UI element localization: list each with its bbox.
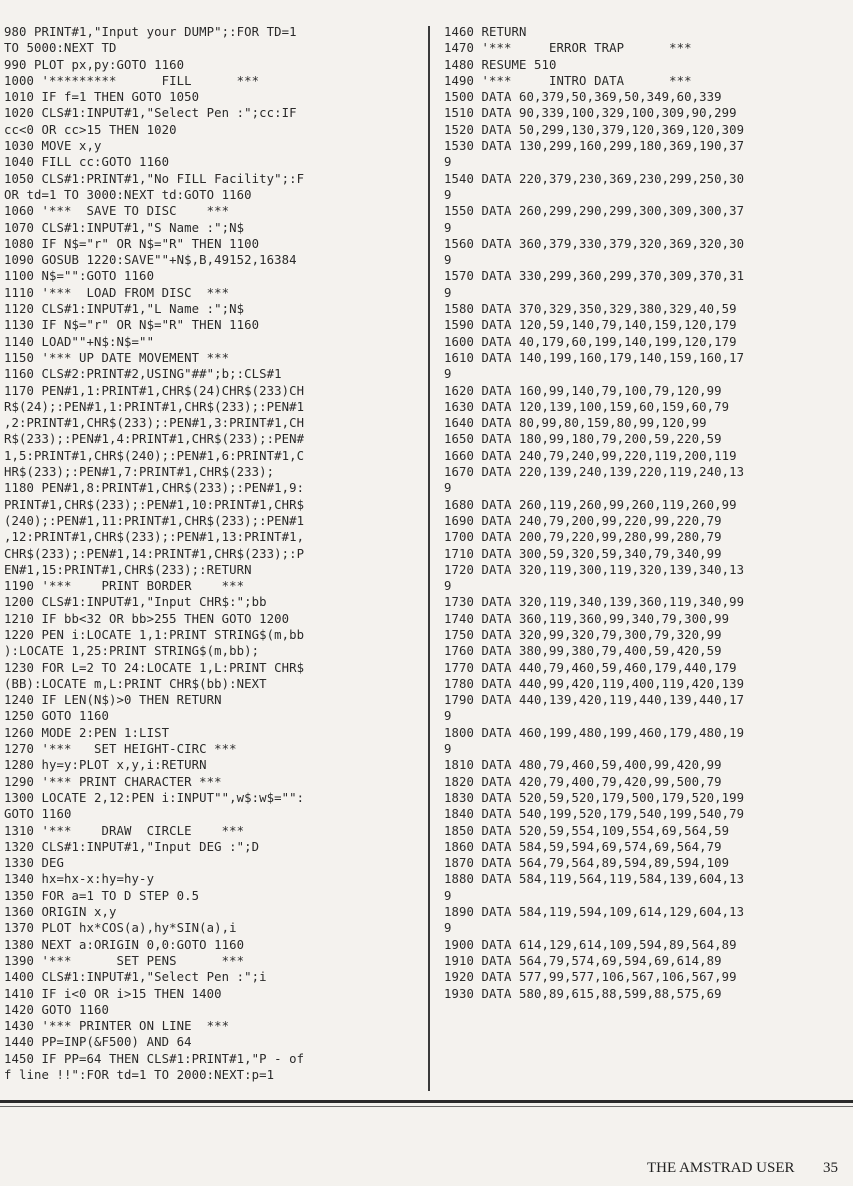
code-line: 1050 CLS#1:PRINT#1,"No FILL Facility";:F (4, 171, 305, 186)
code-line: 9 (444, 187, 452, 202)
code-line: 1880 DATA 584,119,564,119,584,139,604,13 (444, 872, 745, 887)
code-line: 1120 CLS#1:INPUT#1,"L Name :";N$ (4, 302, 245, 317)
code-line: 1910 DATA 564,79,574,69,594,69,614,89 (444, 953, 722, 968)
code-line: (BB):LOCATE m,L:PRINT CHR$(bb):NEXT (4, 676, 267, 691)
code-line: 1380 NEXT a:ORIGIN 0,0:GOTO 1160 (4, 937, 245, 952)
code-line: OR td=1 TO 3000:NEXT td:GOTO 1160 (4, 187, 252, 202)
code-line: 9 (444, 579, 452, 594)
code-line: 1750 DATA 320,99,320,79,300,79,320,99 (444, 627, 722, 642)
code-line: PRINT#1,CHR$(233);:PEN#1,10:PRINT#1,CHR$ (4, 497, 305, 512)
code-line: 1,5:PRINT#1,CHR$(240);:PEN#1,6:PRINT#1,C (4, 448, 305, 463)
code-line: 1600 DATA 40,179,60,199,140,199,120,179 (444, 334, 737, 349)
code-line: 1080 IF N$="r" OR N$="R" THEN 1100 (4, 236, 260, 251)
code-line: 1570 DATA 330,299,360,299,370,309,370,31 (444, 269, 745, 284)
code-line: 1800 DATA 460,199,480,199,460,179,480,19 (444, 725, 745, 740)
code-line: 9 (444, 285, 452, 300)
code-line: R$(24);:PEN#1,1:PRINT#1,CHR$(233);:PEN#1 (4, 399, 305, 414)
column-divider (428, 26, 430, 1091)
code-line: cc<0 OR cc>15 THEN 1020 (4, 122, 177, 137)
code-line: 1860 DATA 584,59,594,69,574,69,564,79 (444, 839, 722, 854)
code-line: 1500 DATA 60,379,50,369,50,349,60,339 (444, 90, 722, 105)
code-line: 1030 MOVE x,y (4, 139, 102, 154)
code-line: 1670 DATA 220,139,240,139,220,119,240,13 (444, 465, 745, 480)
code-line: 1580 DATA 370,329,350,329,380,329,40,59 (444, 302, 737, 317)
code-line: 1260 MODE 2:PEN 1:LIST (4, 725, 170, 740)
code-line: 1890 DATA 584,119,594,109,614,129,604,13 (444, 905, 745, 920)
code-line: 1650 DATA 180,99,180,79,200,59,220,59 (444, 432, 722, 447)
code-line: 1410 IF i<0 OR i>15 THEN 1400 (4, 986, 222, 1001)
code-line: 9 (444, 709, 452, 724)
code-line: 1160 CLS#2:PRINT#2,USING"##";b;:CLS#1 (4, 367, 282, 382)
listing-column-left (4, 24, 414, 1083)
code-line: 1090 GOSUB 1220:SAVE""+N$,B,49152,16384 (4, 253, 297, 268)
code-line: 1930 DATA 580,89,615,88,599,88,575,69 (444, 986, 722, 1001)
code-line: 1700 DATA 200,79,220,99,280,99,280,79 (444, 530, 722, 545)
code-line: 1870 DATA 564,79,564,89,594,89,594,109 (444, 856, 730, 871)
code-line: 9 (444, 742, 452, 757)
code-line: (240);:PEN#1,11:PRINT#1,CHR$(233);:PEN#1 (4, 513, 305, 528)
code-line: 1660 DATA 240,79,240,99,220,119,200,119 (444, 448, 737, 463)
code-line: 1470 '*** ERROR TRAP *** (444, 41, 692, 56)
code-line: 1240 IF LEN(N$)>0 THEN RETURN (4, 693, 222, 708)
code-line: 1000 '********* FILL *** (4, 73, 260, 88)
code-line: 1070 CLS#1:INPUT#1,"S Name :";N$ (4, 220, 245, 235)
code-line: 1130 IF N$="r" OR N$="R" THEN 1160 (4, 318, 260, 333)
code-line: TO 5000:NEXT TD (4, 41, 117, 56)
code-line: 1680 DATA 260,119,260,99,260,119,260,99 (444, 497, 737, 512)
code-line: 1230 FOR L=2 TO 24:LOCATE 1,L:PRINT CHR$ (4, 660, 305, 675)
listing-column-right (444, 24, 849, 1002)
code-line: 990 PLOT px,py:GOTO 1160 (4, 57, 185, 72)
code-line: 9 (444, 253, 452, 268)
code-line: 1420 GOTO 1160 (4, 1002, 110, 1017)
code-line: R$(233);:PEN#1,4:PRINT#1,CHR$(233);:PEN# (4, 432, 305, 447)
code-line: 980 PRINT#1,"Input your DUMP";:FOR TD=1 (4, 25, 297, 39)
code-line: 1590 DATA 120,59,140,79,140,159,120,179 (444, 318, 737, 333)
code-line: 9 (444, 367, 452, 382)
code-line: 1060 '*** SAVE TO DISC *** (4, 204, 230, 219)
code-line: 9 (444, 220, 452, 235)
code-line: 1210 IF bb<32 OR bb>255 THEN GOTO 1200 (4, 611, 290, 626)
code-line: 1490 '*** INTRO DATA *** (444, 73, 692, 88)
code-line: 1640 DATA 80,99,80,159,80,99,120,99 (444, 416, 707, 431)
code-line: 1710 DATA 300,59,320,59,340,79,340,99 (444, 546, 722, 561)
code-line: CHR$(233);:PEN#1,14:PRINT#1,CHR$(233);:P (4, 546, 305, 561)
magazine-title: THE AMSTRAD USER (647, 1160, 795, 1176)
code-line: 1370 PLOT hx*COS(a),hy*SIN(a),i (4, 921, 237, 936)
code-line: 1810 DATA 480,79,460,59,400,99,420,99 (444, 758, 722, 773)
code-line: 1430 '*** PRINTER ON LINE *** (4, 1019, 230, 1034)
code-line: 1020 CLS#1:INPUT#1,"Select Pen :";cc:IF (4, 106, 297, 121)
code-line: 1520 DATA 50,299,130,379,120,369,120,309 (444, 122, 745, 137)
code-line: 1330 DEG (4, 856, 65, 871)
code-line: 1630 DATA 120,139,100,159,60,159,60,79 (444, 399, 730, 414)
code-line: 1560 DATA 360,379,330,379,320,369,320,30 (444, 236, 745, 251)
code-line: 1250 GOTO 1160 (4, 709, 110, 724)
code-line: 1840 DATA 540,199,520,179,540,199,540,79 (444, 807, 745, 822)
code-line: 1530 DATA 130,299,160,299,180,369,190,37 (444, 139, 745, 154)
footer-rule (0, 1100, 853, 1103)
page-number: 35 (823, 1160, 838, 1176)
code-line: 1610 DATA 140,199,160,179,140,159,160,17 (444, 350, 745, 365)
code-line: 1900 DATA 614,129,614,109,594,89,564,89 (444, 937, 737, 952)
code-line: GOTO 1160 (4, 807, 72, 822)
code-line: 1150 '*** UP DATE MOVEMENT *** (4, 350, 230, 365)
code-line: 1360 ORIGIN x,y (4, 905, 117, 920)
code-line: 1460 RETURN (444, 25, 527, 39)
code-line: 1850 DATA 520,59,554,109,554,69,564,59 (444, 823, 730, 838)
code-line: ,12:PRINT#1,CHR$(233);:PEN#1,13:PRINT#1, (4, 530, 305, 545)
code-line: 1540 DATA 220,379,230,369,230,299,250,30 (444, 171, 745, 186)
code-line: 1830 DATA 520,59,520,179,500,179,520,199 (444, 790, 745, 805)
code-line: 1780 DATA 440,99,420,119,400,119,420,139 (444, 676, 745, 691)
code-line: 1140 LOAD""+N$:N$="" (4, 334, 155, 349)
code-line: 1450 IF PP=64 THEN CLS#1:PRINT#1,"P - of (4, 1051, 305, 1066)
code-line: 1730 DATA 320,119,340,139,360,119,340,99 (444, 595, 745, 610)
code-line: ):LOCATE 1,25:PRINT STRING$(m,bb); (4, 644, 260, 659)
code-line: 9 (444, 481, 452, 496)
code-line: 1690 DATA 240,79,200,99,220,99,220,79 (444, 513, 722, 528)
code-line: 1100 N$="":GOTO 1160 (4, 269, 155, 284)
code-line: 1350 FOR a=1 TO D STEP 0.5 (4, 888, 200, 903)
code-line: 9 (444, 921, 452, 936)
code-line: 1510 DATA 90,339,100,329,100,309,90,299 (444, 106, 737, 121)
code-line: 1310 '*** DRAW CIRCLE *** (4, 823, 245, 838)
code-line: 1440 PP=INP(&F500) AND 64 (4, 1035, 192, 1050)
footer-rule-thin (0, 1106, 853, 1107)
code-line: 1760 DATA 380,99,380,79,400,59,420,59 (444, 644, 722, 659)
code-line: 1920 DATA 577,99,577,106,567,106,567,99 (444, 970, 737, 985)
code-line: 1740 DATA 360,119,360,99,340,79,300,99 (444, 611, 730, 626)
code-line: 1010 IF f=1 THEN GOTO 1050 (4, 90, 200, 105)
code-line: 1770 DATA 440,79,460,59,460,179,440,179 (444, 660, 737, 675)
code-line: 1270 '*** SET HEIGHT-CIRC *** (4, 742, 237, 757)
code-line: 1220 PEN i:LOCATE 1,1:PRINT STRING$(m,bb (4, 627, 305, 642)
code-line: 1720 DATA 320,119,300,119,320,139,340,13 (444, 562, 745, 577)
code-line: 1180 PEN#1,8:PRINT#1,CHR$(233);:PEN#1,9: (4, 481, 305, 496)
code-line: 1340 hx=hx-x:hy=hy-y (4, 872, 155, 887)
code-line: 1400 CLS#1:INPUT#1,"Select Pen :";i (4, 970, 267, 985)
code-line: 1300 LOCATE 2,12:PEN i:INPUT"",w$:w$="": (4, 790, 305, 805)
code-line: HR$(233);:PEN#1,7:PRINT#1,CHR$(233); (4, 465, 275, 480)
code-line: EN#1,15:PRINT#1,CHR$(233);:RETURN (4, 562, 252, 577)
code-line: 9 (444, 155, 452, 170)
code-line: 1790 DATA 440,139,420,119,440,139,440,17 (444, 693, 745, 708)
code-line: 1620 DATA 160,99,140,79,100,79,120,99 (444, 383, 722, 398)
code-line: f line !!":FOR td=1 TO 2000:NEXT:p=1 (4, 1068, 275, 1082)
code-line: 1550 DATA 260,299,290,299,300,309,300,37 (444, 204, 745, 219)
code-line: 1190 '*** PRINT BORDER *** (4, 579, 245, 594)
code-line: 1110 '*** LOAD FROM DISC *** (4, 285, 230, 300)
code-line: 1390 '*** SET PENS *** (4, 953, 245, 968)
code-line: 1280 hy=y:PLOT x,y,i:RETURN (4, 758, 207, 773)
code-line: 1040 FILL cc:GOTO 1160 (4, 155, 170, 170)
code-line: ,2:PRINT#1,CHR$(233);:PEN#1,3:PRINT#1,CH (4, 416, 305, 431)
code-line: 1320 CLS#1:INPUT#1,"Input DEG :";D (4, 839, 260, 854)
code-line: 1290 '*** PRINT CHARACTER *** (4, 774, 222, 789)
code-line: 1170 PEN#1,1:PRINT#1,CHR$(24)CHR$(233)CH (4, 383, 305, 398)
code-line: 1820 DATA 420,79,400,79,420,99,500,79 (444, 774, 722, 789)
code-line: 1200 CLS#1:INPUT#1,"Input CHR$:";bb (4, 595, 267, 610)
code-line: 1480 RESUME 510 (444, 57, 557, 72)
code-line: 9 (444, 888, 452, 903)
